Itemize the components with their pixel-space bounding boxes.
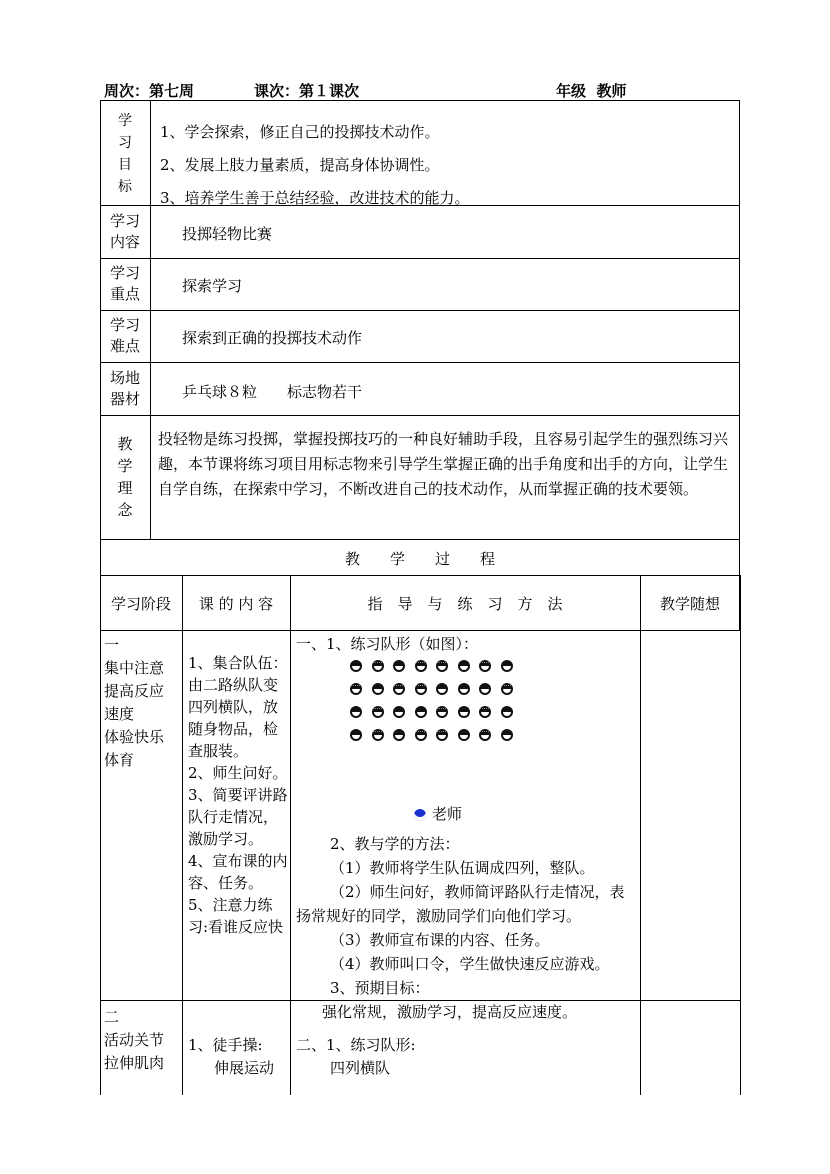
divider [740,575,741,1095]
divider [182,575,183,1095]
col-notes: 教学随想 [659,595,720,613]
student-boy-icon [415,706,427,718]
student-boy-icon [350,660,362,672]
divider [150,100,151,540]
divider [100,258,740,259]
content-text: 投掷轻物比赛 [182,225,273,243]
week: 周次：第七周 [104,82,195,100]
student-girl-icon [415,729,427,741]
student-boy-icon [458,729,470,741]
stage1-name: 一 集中注意 提高反应 速度 体验快乐 体育 [104,636,165,769]
student-girl-icon [479,660,491,672]
col-stage: 学习阶段 [110,595,171,613]
col-method: 指 导 与 练 习 方 法 [367,595,563,613]
teacher-label: 教师 [596,82,627,100]
student-boy-icon [458,660,470,672]
divider [100,310,740,311]
lesson-header [104,80,740,100]
process-title: 教 学 过 程 [344,550,495,568]
student-girl-icon [501,683,513,695]
student-boy-icon [479,683,491,695]
content-label: 学习 内容 [109,212,140,251]
difficulty-label: 学习 难点 [109,316,140,355]
divider [640,575,641,1095]
student-girl-icon [350,683,362,695]
student-boy-icon [350,729,362,741]
student-girl-icon [393,683,405,695]
student-girl-icon [479,706,491,718]
method-title: 一、1、练习队形（如图）： [296,635,479,653]
student-girl-icon [372,706,384,718]
divider [100,415,740,416]
student-girl-icon [436,729,448,741]
grade-label: 年级 [556,82,587,100]
goals-label: 学 习 目 标 [118,113,132,195]
student-girl-icon [415,683,427,695]
student-boy-icon [501,660,513,672]
stage2-content: 1、徒手操: 伸展运动 [188,1036,275,1077]
divider [290,575,291,1095]
grade-teacher-line [534,80,701,101]
focus-label: 学习 重点 [109,264,140,303]
stage2-method: 二、1、练习队形: 四列横队 [296,1036,416,1077]
equipment-label: 场地 器材 [109,369,140,408]
philosophy-text: 投轻物是练习投掷，掌握投掷技巧的一种良好辅助手段，且容易引起学生的强烈练习兴趣，本节课将练习项目用标志物来引导学生掌握正确的出手角度和出手的方向，让学生自学自练，在探索中学习，不断改进自己的技术动作，从而掌握正确的技术要领。 [158,430,729,498]
stage1-content: 1、集合队伍：由二路纵队变四列横队，放随身物品，检查服装。 2、师生问好。 3、简要评讲路队行走情况，激励学习。 4、宣布课的内容、任务。 5、注意力练习:看谁反应快 [188,654,288,936]
student-boy-icon [436,683,448,695]
philosophy-label: 教 学 理 念 [117,435,133,519]
formation-diagram [350,660,520,740]
student-girl-icon [479,729,491,741]
divider [100,362,740,363]
student-boy-icon [372,683,384,695]
student-boy-icon [350,706,362,718]
teacher-marker [414,802,462,826]
difficulty-text: 探索到正确的投掷技术动作 [182,329,363,347]
teacher-marker-label: 老师 [432,805,463,823]
teacher-icon [414,809,426,821]
student-boy-icon [458,706,470,718]
lesson-number: 课次：第１课次 [254,82,360,100]
student-boy-icon [393,729,405,741]
student-boy-icon [393,706,405,718]
equipment-text: 乒乓球８粒 标志物若干 [182,383,363,401]
goals-list: 1、学会探索，修正自己的投掷技术动作。 2、发展上肢力量素质，提高身体协调性。 3、培养学生善于总结经验，改进技术的能力。 [160,123,470,207]
student-girl-icon [372,660,384,672]
student-boy-icon [393,660,405,672]
student-boy-icon [501,729,513,741]
student-girl-icon [436,660,448,672]
stage2-name: 二 活动关节 拉伸肌肉 [104,1008,165,1072]
student-girl-icon [415,660,427,672]
stage1-method: 2、教与学的方法： （1）教师将学生队伍调成四列，整队。 （2）师生问好，教师简评路队行走情况，表扬常规好的同学，激励同学们向他们学习。 （3）教师宣布课的内容、任务。 （4）教师叫口令，学生做快速反应游戏。 3、预期目标： 强化常规，激励学习，提高反应速度。 [296,835,625,1021]
divider [100,575,101,1095]
student-boy-icon [501,706,513,718]
student-boy-icon [458,683,470,695]
col-content: 课 的 内 容 [198,595,274,613]
focus-text: 探索学习 [182,277,243,295]
student-girl-icon [372,729,384,741]
student-girl-icon [436,706,448,718]
